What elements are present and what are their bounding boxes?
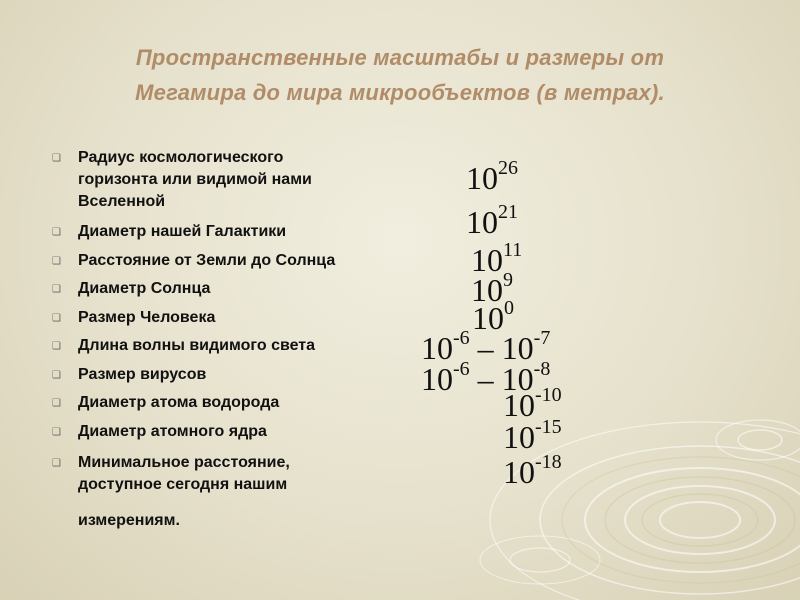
item-label-line: Расстояние от Земли до Солнца bbox=[78, 252, 336, 269]
value-exponent: -6 bbox=[453, 358, 470, 380]
value-base: 10 bbox=[501, 361, 534, 397]
slide-title-line-1: Пространственные масштабы и размеры от bbox=[135, 45, 665, 70]
value-exponent: -7 bbox=[533, 327, 551, 349]
value-exponent: -18 bbox=[535, 451, 562, 473]
value-base: 10 bbox=[471, 272, 503, 308]
value-1e26 bbox=[466, 157, 518, 196]
value-base: 10 bbox=[466, 160, 498, 196]
hollow-arrow-bullet-icon: ❑ bbox=[52, 284, 61, 295]
value-base: 10 bbox=[466, 204, 498, 240]
value-base: 10 bbox=[471, 242, 503, 278]
value-exponent: -15 bbox=[535, 416, 562, 438]
value-base: 10 bbox=[421, 361, 453, 397]
hollow-arrow-bullet-icon: ❑ bbox=[52, 398, 61, 409]
value-exponent: 11 bbox=[503, 239, 523, 261]
hollow-arrow-bullet-icon: ❑ bbox=[52, 458, 61, 469]
range-dash: – bbox=[477, 361, 494, 397]
value-base: 10 bbox=[421, 330, 453, 366]
value-base: 10 bbox=[472, 300, 504, 336]
value-base: 10 bbox=[501, 330, 534, 366]
item-label-line: Диаметр атома водорода bbox=[78, 394, 280, 411]
value-1e21 bbox=[466, 201, 518, 240]
value-exponent: -8 bbox=[533, 358, 551, 380]
item-label-line: горизонта или видимой нами bbox=[78, 171, 312, 188]
item-label-line: Радиус космологического bbox=[78, 149, 284, 166]
hollow-arrow-bullet-icon: ❑ bbox=[52, 427, 61, 438]
hollow-arrow-bullet-icon: ❑ bbox=[52, 313, 61, 324]
value-1e-15 bbox=[503, 416, 562, 455]
item-label-line: Диаметр атомного ядра bbox=[78, 423, 267, 440]
item-label-line: Размер вирусов bbox=[78, 366, 207, 383]
value-exponent: -10 bbox=[535, 384, 562, 406]
hollow-arrow-bullet-icon: ❑ bbox=[52, 370, 61, 381]
value-base: 10 bbox=[503, 419, 535, 455]
value-exponent: 26 bbox=[498, 157, 518, 179]
value-exponent: -6 bbox=[453, 327, 470, 349]
item-label-line: Минимальное расстояние, bbox=[78, 454, 290, 471]
item-label-line: измерениям. bbox=[78, 512, 180, 529]
hollow-arrow-bullet-icon: ❑ bbox=[52, 227, 61, 238]
value-exponent: 9 bbox=[503, 269, 513, 291]
item-label-line: доступное сегодня нашим bbox=[78, 476, 288, 493]
hollow-arrow-bullet-icon: ❑ bbox=[52, 341, 61, 352]
value-range-light bbox=[421, 327, 551, 366]
item-label-line: Диаметр нашей Галактики bbox=[78, 223, 287, 240]
value-base: 10 bbox=[503, 387, 535, 423]
hollow-arrow-bullet-icon: ❑ bbox=[52, 153, 61, 164]
slide-title-line-2: Мегамира до мира микрообъектов (в метрах). bbox=[135, 80, 665, 105]
value-exponent: 0 bbox=[504, 297, 514, 319]
item-label-line: Диаметр Солнца bbox=[78, 280, 211, 297]
hollow-arrow-bullet-icon: ❑ bbox=[52, 256, 61, 267]
value-base: 10 bbox=[503, 454, 535, 490]
value-exponent: 21 bbox=[498, 201, 518, 223]
range-dash: – bbox=[477, 330, 494, 366]
value-1e-18 bbox=[503, 451, 562, 490]
item-label-line: Длина волны видимого света bbox=[78, 337, 316, 354]
item-label-line: Размер Человека bbox=[78, 309, 216, 326]
item-label-line: Вселенной bbox=[78, 193, 166, 210]
